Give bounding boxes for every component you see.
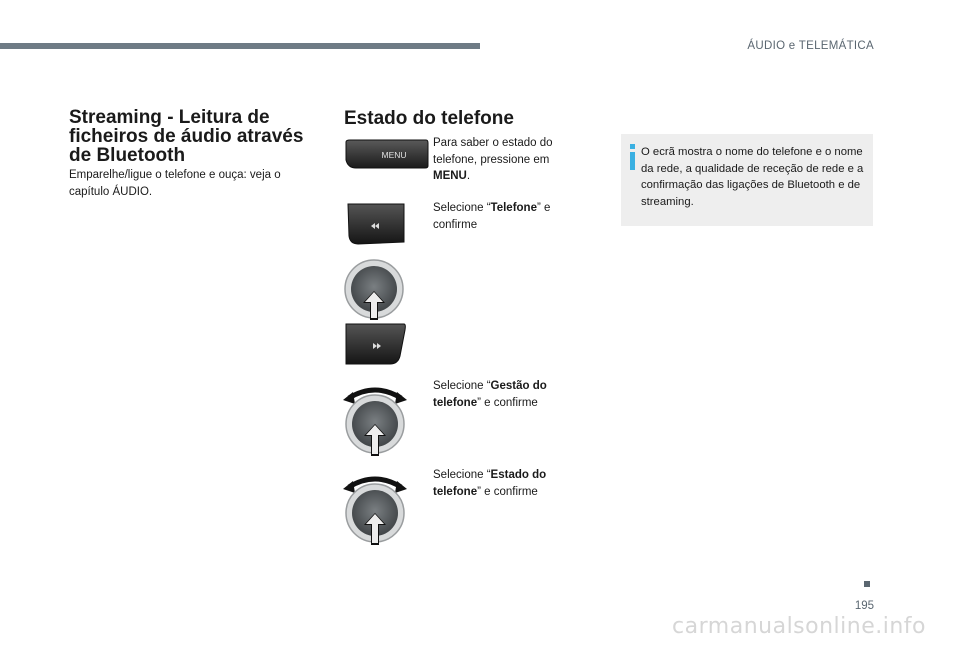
info-text: O ecrã mostra o nome do telefone e o nome da rede, a qualidade de receção de rede e a confirmação das ligações de Bluetooth e de streaming. — [641, 146, 864, 209]
previous-button-icon — [344, 202, 408, 246]
page-number: 195 — [854, 600, 874, 612]
streaming-text: Emparelhe/ligue o telefone e ouça: veja o capítulo ÁUDIO. — [69, 169, 281, 198]
rotary-knob-rotate-press-icon — [343, 380, 407, 456]
menu-button-icon — [344, 138, 430, 170]
rotary-knob-press-icon — [343, 258, 405, 320]
step-text-estado: Selecione “Estado do telefone” e confirme — [433, 469, 547, 498]
menu-button-label: MENU — [381, 150, 407, 160]
watermark: carmanualsonline.info — [672, 614, 926, 639]
left-column — [69, 108, 319, 201]
rotary-knob-rotate-press-icon — [343, 469, 407, 545]
streaming-heading: Streaming - Leitura de ficheiros de áudio através de Bluetooth — [69, 107, 304, 166]
step-text-menu: Para saber o estado do telefone, pressione em MENU. — [433, 137, 553, 182]
next-button-icon — [344, 322, 408, 366]
step-text-telefone: Selecione “Telefone” e confirme — [433, 202, 551, 231]
section-title: ÁUDIO e TELEMÁTICA — [747, 40, 874, 52]
step-text-gestao: Selecione “Gestão do telefone” e confirme — [433, 380, 547, 409]
page-marker — [864, 581, 870, 587]
phone-status-heading: Estado do telefone — [344, 108, 514, 129]
info-icon — [630, 144, 636, 166]
info-box — [621, 134, 873, 226]
header-bar — [0, 43, 480, 49]
